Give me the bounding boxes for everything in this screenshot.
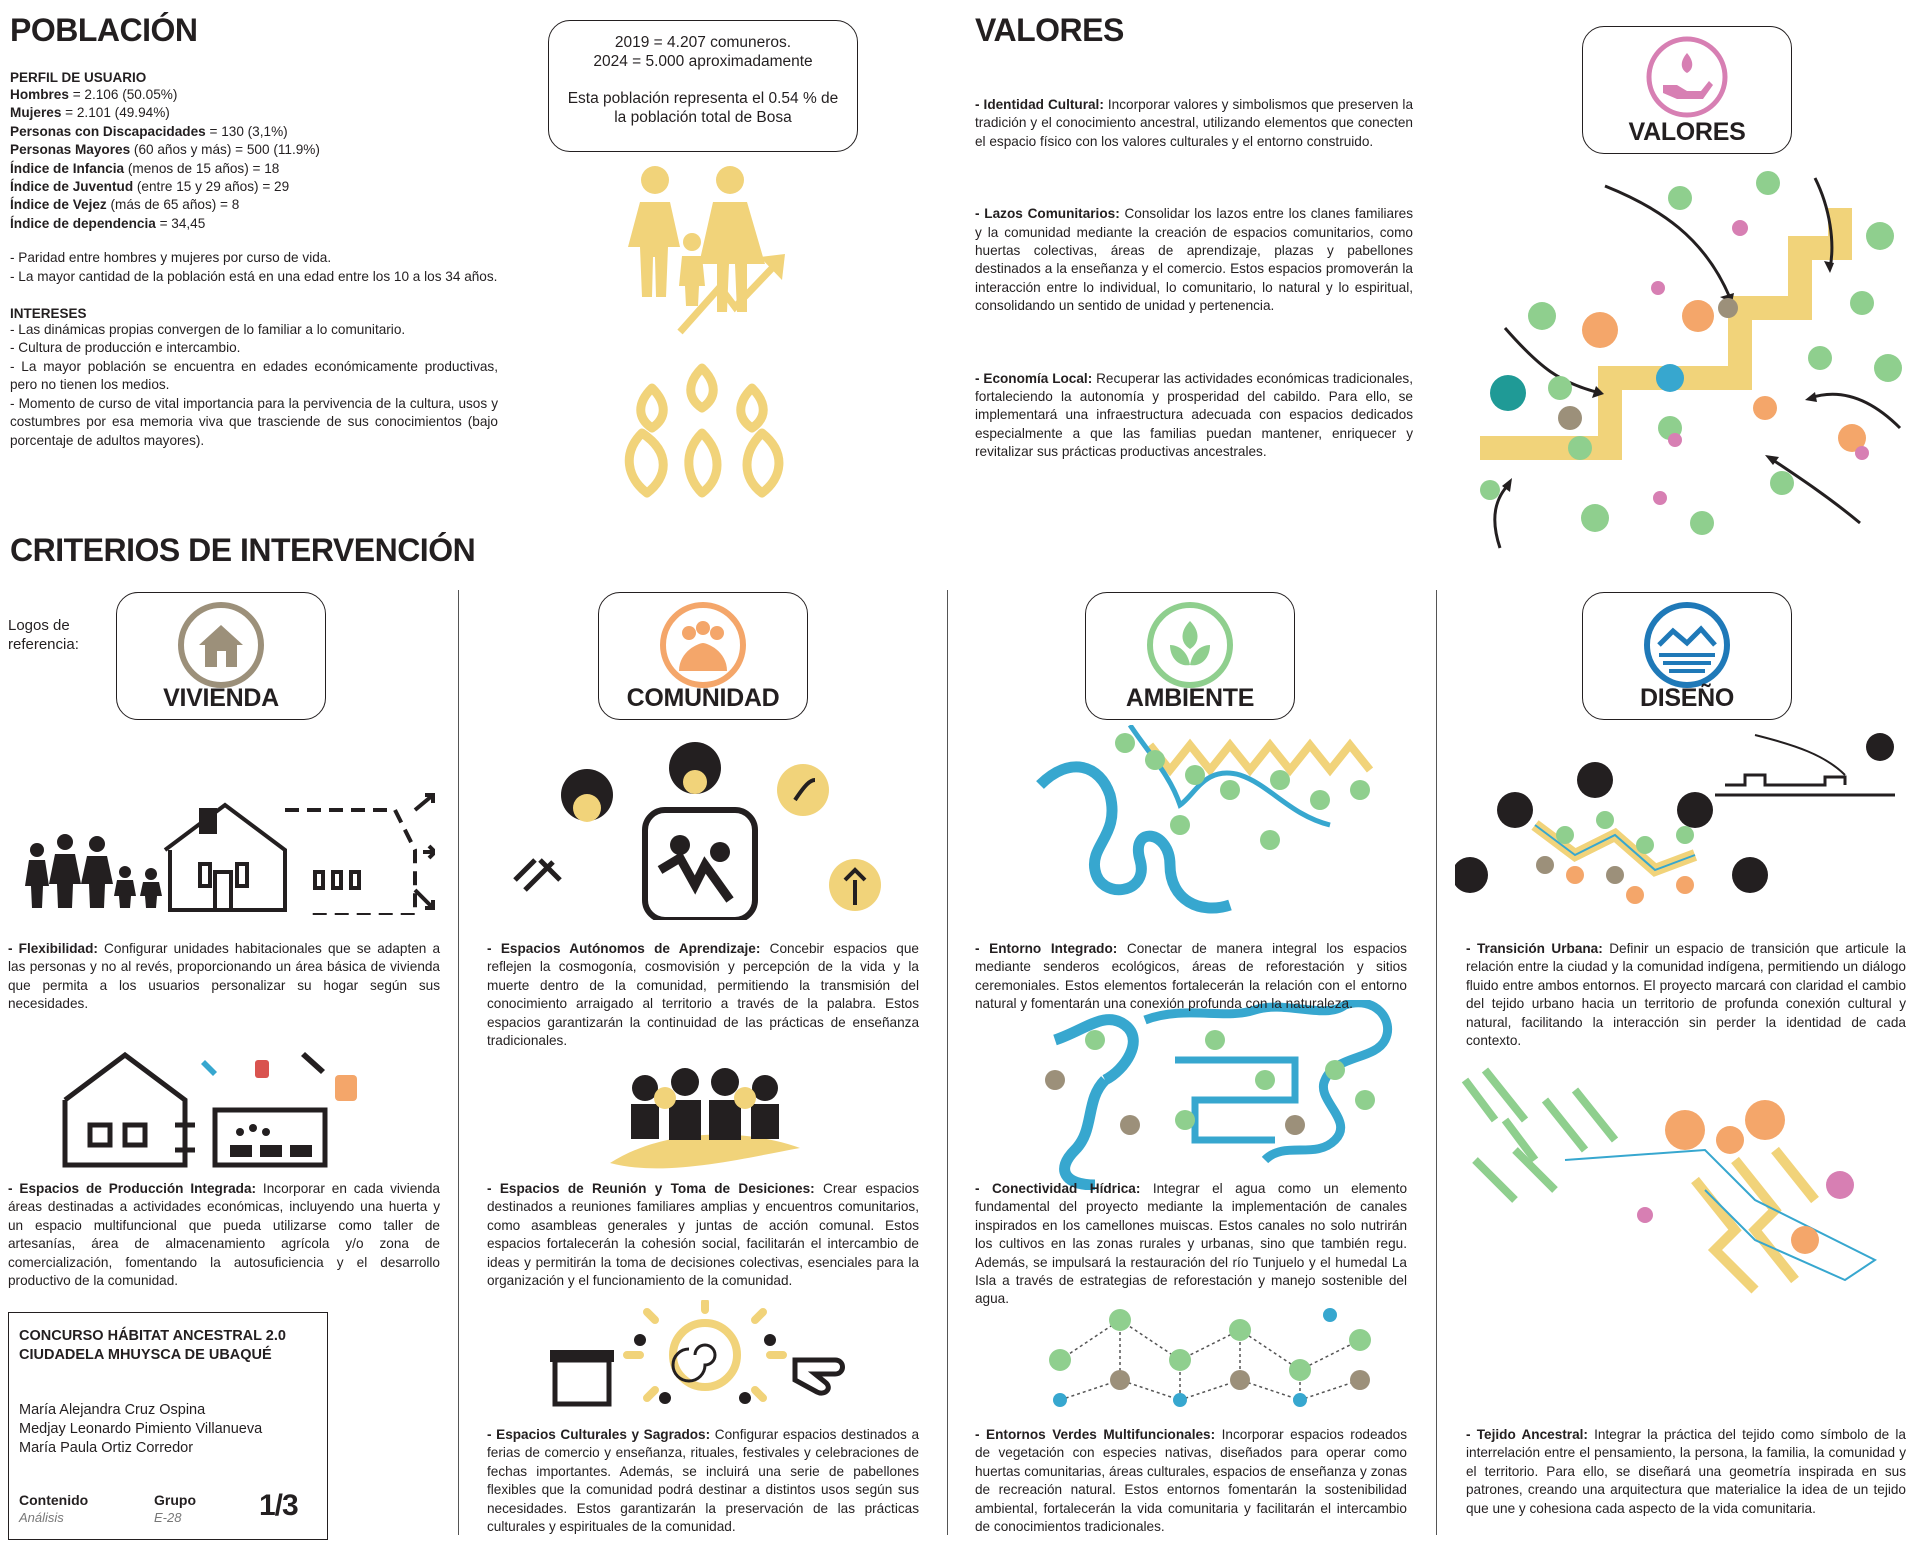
meeting-spaces-illustration	[605, 1068, 805, 1178]
poblacion-title: POBLACIÓN	[10, 12, 198, 48]
community-icon	[659, 601, 747, 689]
ambiente-item-3: - Entornos Verdes Multifuncionales: Incorporar espacios rodeados de vegetación con especies nativas, diseñados para operar como huertas comunitarias, áreas culturales, espacios de enseñanza y zonas de recreación natural. Estos entornos fomentarán la sostenibilidad ambiental, fortalecerán la vida comunitaria y facilitarán el intercambio de conocimientos tradicionales.	[975, 1427, 1407, 1535]
column-divider	[1436, 590, 1437, 1535]
perfil-title: PERFIL DE USUARIO	[10, 70, 147, 85]
vivienda-item-1: - Flexibilidad: Configurar unidades habitacionales que se adapten a las personas y no al revés, proporcionando un área básica de vivienda que permita a los usuarios personalizar su hogar según sus necesidades.	[8, 941, 441, 1012]
learning-spaces-illustration	[505, 740, 905, 920]
interes: - La mayor población se encuentra en edades económicamente productivas, pero no tienen los medios.	[10, 358, 498, 393]
valores-logo-label: VALORES	[1628, 118, 1746, 146]
flexible-housing-illustration	[15, 790, 435, 915]
comunidad-item-2: - Espacios de Reunión y Toma de Desiciones: Crear espacios destinados a reuniones familiares amplias y encuentros comunitarios, como asambleas generales y juntas de acción comunal. Estos espacios fortalecerán la cohesión social, facilitarán el intercambio de ideas y permitirán la toma de decisiones colectivas, esenciales para la organización y el funcionamiento de la comunidad.	[487, 1181, 919, 1289]
author-name: Medjay Leonardo Pimiento Villanueva	[19, 1421, 263, 1437]
interes: - Cultura de producción e intercambio.	[10, 340, 241, 356]
plants-icon	[612, 358, 792, 508]
green-environments-map	[1030, 1300, 1410, 1420]
stat-row: Mujeres = 2.101 (49.94%)	[10, 105, 170, 121]
vivienda-logo-box	[116, 592, 326, 720]
column-divider	[458, 590, 459, 1535]
valores-text	[975, 96, 1413, 462]
valor-item: - Lazos Comunitarios: Consolidar los lazos entre los clanes familiares y la comunidad mediante la creación de espacios comunitarios, como huertas colectivas, áreas de aprendizaje, plazas y pabellones destinados a la enseñanza y el comercio. Estos espacios promoverán la interacción entre lo individual, lo comunitario, lo natural y lo espiritual, consolidando un sentido de unidad y pertenencia.	[975, 206, 1413, 314]
poblacion-text	[10, 70, 498, 450]
family-growth-icon	[610, 162, 800, 342]
valor-item: - Economía Local: Recuperar las actividades económicas tradicionales, fortaleciendo la autonomía y prosperidad del cabildo. Para ello, se implementará una infraestructura adecuada con espacios dedicados especialmente a que las familias puedan mantener, enriquecer y revitalizar sus prácticas productivas ancestrales.	[975, 370, 1413, 460]
valores-title: VALORES	[975, 12, 1124, 48]
ambiente-item-1: - Entorno Integrado: Conectar de manera integral los espacios mediante senderos ecológicos, áreas de reforestación y sitios ceremoniales. Estos elementos fortalecerán la relación con el entorno natural y fomentarán una conexión profunda con la naturaleza.	[975, 941, 1407, 1012]
mountains-water-icon	[1643, 601, 1731, 689]
vivienda-logo-label: VIVIENDA	[163, 684, 279, 712]
leaves-icon	[1146, 601, 1234, 689]
criterios-title: CRITERIOS DE INTERVENCIÓN	[10, 532, 476, 568]
valor-item: - Identidad Cultural: Incorporar valores y simbolismos que preserven la tradición y el conocimiento ancestral, utilizando elementos que conecten el espacio físico con los valores culturales y el entorno construido.	[975, 97, 1413, 149]
comunidad-logo-label: COMUNIDAD	[626, 684, 780, 712]
stat-row: Personas con Discapacidades = 130 (3,1%)	[10, 123, 288, 139]
ref-label: Logos de referencia:	[8, 617, 79, 653]
urban-transition-diagram	[1455, 725, 1895, 925]
ancestral-weave-diagram	[1455, 1060, 1895, 1300]
house-icon	[177, 601, 265, 689]
credits-title: CONCURSO HÁBITAT ANCESTRAL 2.0	[19, 1328, 286, 1344]
note: - Paridad entre hombres y mujeres por curso de vida.	[10, 250, 332, 266]
author-name: María Paula Ortiz Corredor	[19, 1440, 194, 1456]
cultural-spaces-illustration	[545, 1300, 865, 1410]
stat-row: Índice de Infancia (menos de 15 años) = 18	[10, 160, 280, 176]
stats-list	[10, 86, 498, 233]
interes: - Las dinámicas propias convergen de lo familiar a lo comunitario.	[10, 322, 406, 338]
contenido-label: Contenido	[19, 1492, 89, 1508]
diseno-logo-label: DISEÑO	[1639, 684, 1735, 712]
stat-row: Índice de dependencia = 34,45	[10, 215, 206, 231]
population-box	[548, 20, 858, 152]
grupo-label: Grupo	[154, 1492, 196, 1508]
box-line: 2024 = 5.000 aproximadamente	[593, 53, 813, 70]
comunidad-item-1: - Espacios Autónomos de Aprendizaje: Concebir espacios que reflejen la cosmogonía, cosmovisión y percepción de la vida y la muerte dentro de la comunidad, permitiendo la transmisión del conocimiento arraigado al territorio a través de la palabra. Estos espacios garantizarán la continuidad de las prácticas de enseñanza tradicionales.	[487, 941, 919, 1049]
page-number: 1/3	[259, 1489, 298, 1522]
vivienda-item-2: - Espacios de Producción Integrada: Incorporar en cada vivienda áreas destinadas a actividades económicas, incluyendo una huerta y un espacio multifuncional que pueda utilizarse como taller de artesanías, área de almacenamiento agrícola y/o zona de comercialización, fomentando la autosuficiencia y el desarrollo productivo de la comunidad.	[8, 1181, 440, 1289]
box-line: 2019 = 4.207 comuneros.	[614, 34, 792, 51]
diseno-item-1: - Transición Urbana: Definir un espacio de transición que articule la relación entre la ciudad y la comunidad indígena, permitiendo un diálogo fluido entre ambos entornos. El proyecto marcará con claridad el cambio del tejido urbano hacia un territorio de profunda conexión cultural y natural, facilitando la interacción sin perder la identidad de cada contexto.	[1466, 941, 1906, 1049]
author-name: María Alejandra Cruz Ospina	[19, 1402, 206, 1418]
hand-flame-icon	[1645, 35, 1729, 119]
values-staircase-diagram	[1470, 168, 1920, 553]
intereses-title: INTERESES	[10, 306, 87, 322]
stat-row: Personas Mayores (60 años y más) = 500 (11.9%)	[10, 142, 320, 158]
stat-row: Índice de Juventud (entre 15 y 29 años) = 29	[10, 179, 290, 195]
comunidad-logo-box	[598, 592, 808, 720]
ambiente-item-2: - Conectividad Hídrica: Integrar el agua como un elemento fundamental del proyecto mediante la implementación de canales inspirados en los camellones muiscas. Estos canales no solo nutrirán los cultivos en las zonas rurales y urbanas, sino que también regu. Además, se impulsará la restauración del río Tunjuelo y el humedal La Isla a través de estrategias de reforestación y manejo sostenible del agua.	[975, 1181, 1407, 1307]
interes: - Momento de curso de vital importancia para la pervivencia de la cultura, usos y costumbres por esa memoria viva que trasciende de sus conocimientos (bajo porcentaje de adultos mayores).	[10, 395, 498, 448]
credits-box	[8, 1312, 328, 1540]
comunidad-item-3: - Espacios Culturales y Sagrados: Configurar espacios destinados a ferias de comercio y enseñanza, rituales, festivales y celebraciones de fechas importantes. Además, se incluirá una serie de pabellones flexibles que la comunidad podrá destinar a distintos usos según sus necesidades. Estos garantizarán la preservación de las prácticas culturales y espirituales de la comunidad.	[487, 1427, 920, 1535]
production-housing-illustration	[55, 1040, 395, 1170]
box-line: Esta población representa el 0.54 % de la población total de Bosa	[567, 90, 839, 126]
note: - La mayor cantidad de la población está en una edad entre los 10 a los 34 años.	[10, 268, 498, 284]
stat-row: Índice de Vejez (más de 65 años) = 8	[10, 197, 240, 213]
valores-logo-box	[1582, 26, 1792, 154]
contenido-value: Análisis	[19, 1510, 64, 1525]
ambiente-logo-box	[1085, 592, 1295, 720]
integrated-environment-map	[1030, 725, 1410, 935]
grupo-value: E-28	[154, 1510, 182, 1525]
notes	[10, 249, 498, 286]
diseno-item-2: - Tejido Ancestral: Integrar la práctica del tejido como símbolo de la interrelación entre el pensamiento, la persona, la familia, la comunidad y el territorio. Para ello, se diseñará una geometría inspirada en sus patrones, creando una arquitectura que materialice la idea de un tejido que une y cohesiona cada aspecto de la vida comunitaria.	[1466, 1427, 1906, 1516]
ambiente-logo-label: AMBIENTE	[1125, 684, 1255, 712]
diseno-logo-box	[1582, 592, 1792, 720]
stat-row: Hombres = 2.106 (50.05%)	[10, 87, 178, 102]
column-divider	[947, 590, 948, 1535]
intereses-list	[10, 321, 498, 450]
water-connectivity-map	[1035, 1000, 1415, 1190]
credits-subtitle: CIUDADELA MHUYSCA DE UBAQUÉ	[19, 1347, 272, 1363]
